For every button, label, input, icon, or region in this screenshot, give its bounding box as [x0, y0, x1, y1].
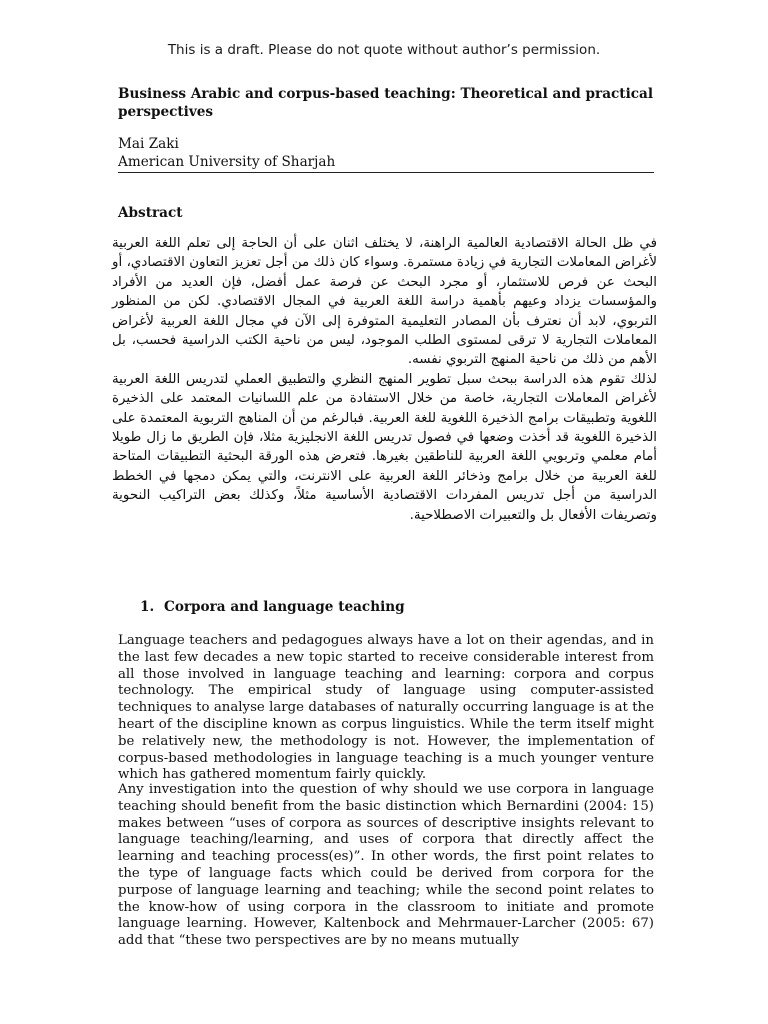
abstract-paragraph: في ظل الحالة الاقتصادية العالمية الراهنة، لا يختلف اثنان على أن الحاجة إلى تعلم اللغة العربية لأغراض المعاملات التجارية في زيادة مستمرة. وسواء كان ذلك من أجل تعزيز التعاون الاقتصادي، أو البحث عن فرص للاستثمار، أو مجرد البحث عن فرصة عمل أفضل، فإن العديد من الأفراد والمؤسسات يزداد وعيهم بأهمية دراسة اللغة العربية في المجال الاقتصادي. لكن من المنظور التربوي، لابد أن نعترف بأن المصادر التعليمية المتوفرة إلى الآن في مجال اللغة العربية لأغراض المعاملات التجارية لا ترقى لمستوى الطلب الموجود، ليس من ناحية الكتب الدراسية فحسب، بل الأهم من ذلك من ناحية المنهج التربوي نفسه. — [112, 236, 657, 368]
author-affiliation: American University of Sharjah — [118, 153, 336, 170]
author-block — [118, 136, 654, 171]
section-number: 1. — [140, 599, 155, 615]
section-title: Corpora and language teaching — [164, 599, 405, 615]
author-name: Mai Zaki — [118, 136, 179, 152]
abstract-body — [112, 234, 657, 525]
body-paragraph: Language teachers and pedagogues always have a lot on their agendas, and in the last few decades a new topic started to receive considerable interest from all those involved in language teaching and learning: corpora and corpus technology. The empirical study of language using computer-assisted techniques to analyse large databases of naturally occurring language is at the heart of the discipline known as corpus linguistics. While the term itself might be relatively new, the methodology is not. However, the implementation of corpus-based methodologies in language teaching is a much younger venture which has gathered momentum fairly quickly. — [118, 633, 654, 783]
paper-title: Business Arabic and corpus-based teaching: Theoretical and practical perspectives — [118, 86, 653, 120]
abstract-heading: Abstract — [118, 205, 183, 221]
section-heading — [140, 599, 405, 615]
body-paragraph: Any investigation into the question of why should we use corpora in language teaching should benefit from the basic distinction which Bernardini (2004: 15) makes between “uses of corpora as sources of descriptive insights relevant to language teaching/learning, and uses of corpora that directly affect the learning and teaching process(es)”. In other words, the first point relates to the type of language facts which could be derived from corpora for the purpose of language learning and teaching; while the second point relates to the know-how of using corpora in the classroom to initiate and promote language learning. However, Kaltenbock and Mehrmauer-Larcher (2005: 67) add that “these two perspectives are by no means mutually — [118, 782, 654, 949]
header-divider — [118, 172, 654, 173]
abstract-paragraph: لذلك تقوم هذه الدراسة ببحث سبل تطوير المنهج النظري والتطبيق العملي لتدريس اللغة العربية لأغراض المعاملات التجارية، خاصة من خلال الاستفادة من علم اللسانيات المعتمد على الذخيرة اللغوية وتطبيقات برامج الذخيرة اللغوية للغة العربية. فبالرغم من أن المناهج التربوية المعتمدة على الذخيرة اللغوية قد أخذت وضعها في فصول تدريس اللغة الانجليزية مثلا، فإن الطريق ما زال طويلا أمام معلمي وتربويي اللغة العربية للناطقين بغيرها. فتعرض هذه الورقة البحثية التطبيقات المتاحة للغة العربية من خلال برامج وذخائر اللغة العربية على الانترنت، والتي يمكن دمجها في الخطط الدراسية من أجل تدريس المفردات الاقتصادية الأساسية مثلاً، وكذلك بعض التراكيب النحوية وتصريفات الأفعال بل والتعبيرات الاصطلاحية. — [112, 371, 657, 523]
draft-notice: This is a draft. Please do not quote without author’s permission. — [167, 42, 601, 58]
